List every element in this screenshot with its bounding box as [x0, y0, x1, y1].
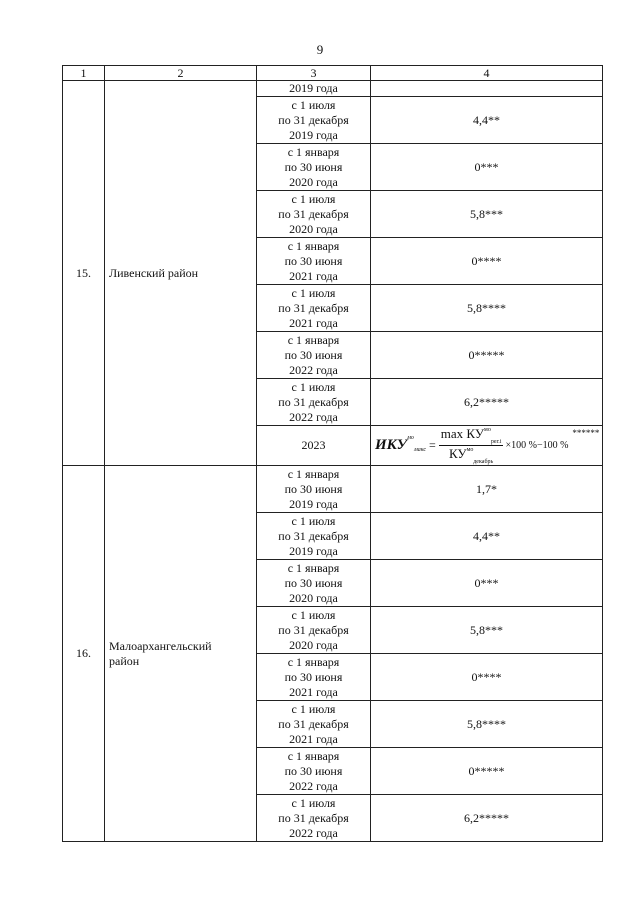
period-line: по 30 июня	[284, 763, 343, 778]
period-cell	[257, 795, 371, 842]
formula-denominator-sup: мо	[466, 447, 474, 453]
value-cell: 0****	[371, 238, 603, 285]
formula-denominator	[449, 446, 493, 465]
period-line: 2019 года	[289, 496, 338, 511]
value-cell: 0***	[371, 144, 603, 191]
period-cell	[257, 238, 371, 285]
period-line: 2021 года	[289, 268, 338, 283]
period-line: по 31 декабря	[278, 300, 349, 315]
value-cell: 6,2*****	[371, 379, 603, 426]
period-line: с 1 января	[287, 332, 340, 347]
formula-numerator-text: max КУ	[440, 426, 485, 441]
period-cell	[257, 701, 371, 748]
period-line: 2022 года	[289, 825, 338, 840]
period-line: 2021 года	[289, 684, 338, 699]
period-line: с 1 января	[287, 466, 340, 481]
value-cell: 0*****	[371, 332, 603, 379]
period-line: по 31 декабря	[278, 622, 349, 637]
value-cell: 6,2*****	[371, 795, 603, 842]
district-name	[105, 466, 257, 842]
period-line: с 1 июля	[291, 513, 336, 528]
period-cell	[257, 332, 371, 379]
page-number: 9	[316, 42, 324, 57]
district-line: район	[109, 653, 140, 668]
period-line: по 30 июня	[284, 159, 343, 174]
header-col-4: 4	[371, 66, 603, 81]
period-line: 2019 года	[289, 127, 338, 142]
formula-cell	[371, 426, 603, 466]
period-line: по 30 июня	[284, 669, 343, 684]
period-cell	[257, 426, 371, 466]
period-line: 2020 года	[289, 174, 338, 189]
period-line: 2020 года	[289, 221, 338, 236]
value-cell: 5,8***	[371, 191, 603, 238]
period-line: с 1 июля	[291, 191, 336, 206]
formula-numerator	[439, 426, 504, 446]
row-number: 16.	[63, 466, 105, 842]
period-line: с 1 января	[287, 560, 340, 575]
period-line: 2022 года	[289, 778, 338, 793]
header-col-1: 1	[63, 66, 105, 81]
value-cell: 4,4**	[371, 513, 603, 560]
period-line: с 1 января	[287, 748, 340, 763]
table-row	[63, 466, 603, 513]
formula-numerator-sub: рег.i	[490, 439, 502, 445]
value-cell	[371, 81, 603, 97]
period-line: по 30 июня	[284, 575, 343, 590]
formula-lhs-sup: мо	[407, 435, 414, 441]
period-line: 2021 года	[289, 315, 338, 330]
period-line: с 1 января	[287, 654, 340, 669]
period-line: по 31 декабря	[278, 112, 349, 127]
formula-lhs: ИКУ	[375, 437, 408, 453]
district-line: Ливенский район	[109, 265, 199, 280]
formula-denominator-text: КУ	[449, 446, 467, 461]
period-line: по 30 июня	[284, 347, 343, 362]
period-line: по 31 декабря	[278, 206, 349, 221]
period-cell	[257, 748, 371, 795]
period-cell	[257, 285, 371, 332]
value-cell: 4,4**	[371, 97, 603, 144]
period-line: с 1 января	[287, 238, 340, 253]
tariff-table	[62, 65, 603, 842]
period-line: с 1 июля	[291, 607, 336, 622]
period-line: с 1 июля	[291, 285, 336, 300]
period-cell	[257, 607, 371, 654]
formula-numerator-sup: мо	[484, 427, 491, 433]
value-cell: 0****	[371, 654, 603, 701]
period-line: 2022 года	[289, 409, 338, 424]
period-line: по 31 декабря	[278, 394, 349, 409]
period-line: 2020 года	[289, 590, 338, 605]
district-name	[105, 81, 257, 466]
value-cell: 5,8***	[371, 607, 603, 654]
period-line: 2023	[301, 438, 326, 452]
period-cell	[257, 560, 371, 607]
period-line: с 1 июля	[291, 795, 336, 810]
district-line: Малоархангельский	[109, 638, 212, 653]
value-cell: 5,8****	[371, 285, 603, 332]
formula-equals: =	[429, 438, 436, 452]
period-line: по 30 июня	[284, 481, 343, 496]
formula-expression	[371, 426, 602, 465]
period-line: по 31 декабря	[278, 716, 349, 731]
formula-lhs-sub: макс	[413, 447, 427, 453]
period-cell	[257, 654, 371, 701]
value-cell: 0***	[371, 560, 603, 607]
period-cell	[257, 191, 371, 238]
formula-tail: ×100 %−100 %	[505, 440, 569, 451]
period-line: с 1 января	[287, 144, 340, 159]
header-col-2: 2	[105, 66, 257, 81]
period-line: по 30 июня	[284, 253, 343, 268]
row-number: 15.	[63, 81, 105, 466]
period-cell	[257, 379, 371, 426]
period-cell	[257, 513, 371, 560]
value-cell: 5,8****	[371, 701, 603, 748]
period-line: по 31 декабря	[278, 528, 349, 543]
formula-fraction	[439, 426, 504, 465]
header-col-3: 3	[257, 66, 371, 81]
period-line: по 31 декабря	[278, 810, 349, 825]
period-line: с 1 июля	[291, 701, 336, 716]
formula-footnote-stars: ******	[572, 428, 600, 438]
period-line: 2019 года	[289, 81, 338, 95]
value-cell: 1,7*	[371, 466, 603, 513]
period-cell	[257, 466, 371, 513]
header-row	[63, 66, 603, 81]
table-row	[63, 81, 603, 97]
period-line: 2021 года	[289, 731, 338, 746]
period-line: с 1 июля	[291, 97, 336, 112]
period-cell	[257, 97, 371, 144]
period-line: с 1 июля	[291, 379, 336, 394]
period-line: 2019 года	[289, 543, 338, 558]
period-cell	[257, 144, 371, 191]
formula-denominator-sub: декабрь	[473, 459, 494, 465]
period-cell	[257, 81, 371, 97]
value-cell: 0*****	[371, 748, 603, 795]
period-line: 2022 года	[289, 362, 338, 377]
period-line: 2020 года	[289, 637, 338, 652]
